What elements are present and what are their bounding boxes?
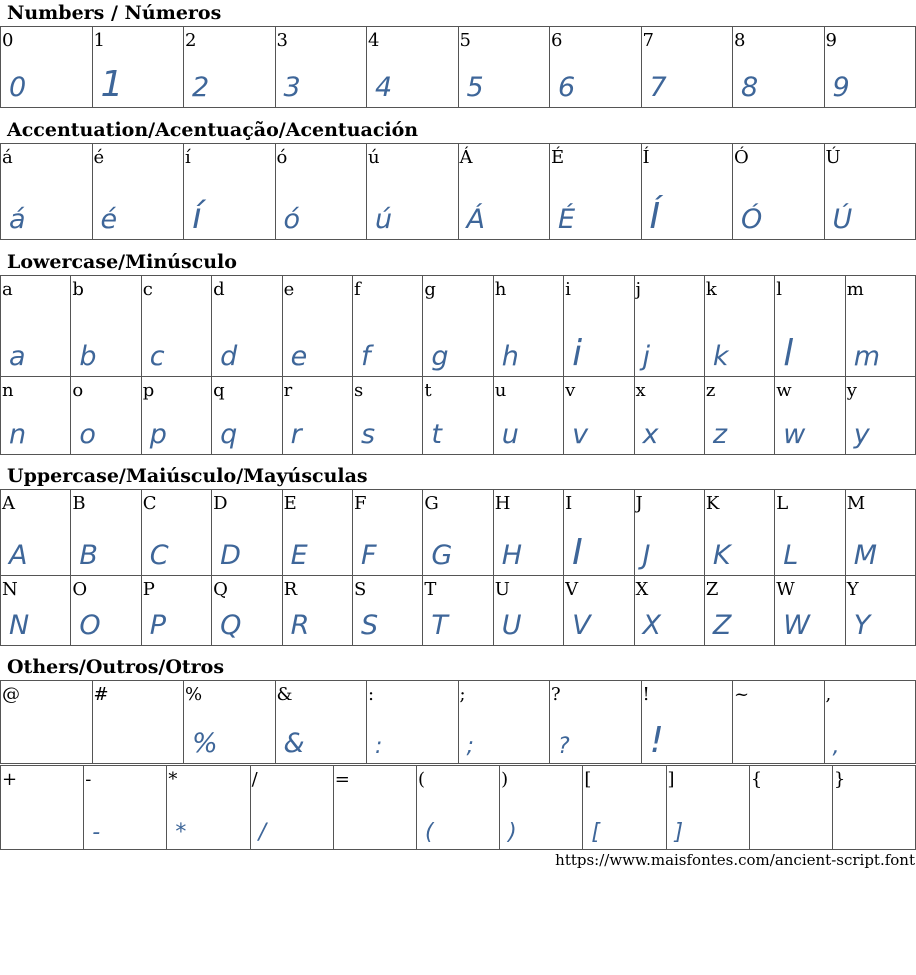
glyph-sample: 9 — [832, 72, 850, 103]
glyph-sample: 2 — [192, 72, 210, 103]
character-label: : — [368, 684, 375, 705]
character-label: * — [168, 769, 178, 790]
glyph-sample: A — [9, 540, 28, 571]
character-label: 6 — [551, 30, 563, 51]
source-url: https://www.maisfontes.com/ancient-script.font — [555, 851, 915, 869]
character-label: 5 — [459, 30, 471, 51]
specimen-cell — [1, 377, 71, 455]
specimen-cell — [141, 576, 211, 646]
others-grid-1 — [0, 680, 916, 764]
character-label: j — [635, 279, 642, 300]
character-label: ! — [642, 684, 650, 705]
character-label: M — [846, 493, 866, 514]
section-title-numbers: Numbers / Números — [7, 2, 222, 24]
character-label: y — [846, 380, 857, 401]
glyph-sample: : — [375, 734, 383, 759]
glyph-sample: ? — [558, 734, 570, 759]
character-label: G — [424, 493, 439, 514]
glyph-sample: b — [79, 341, 97, 372]
specimen-cell — [824, 144, 916, 240]
glyph-sample: Ú — [832, 204, 853, 235]
glyph-sample: S — [360, 610, 379, 641]
glyph-sample: H — [501, 540, 523, 571]
glyph-sample: n — [9, 419, 27, 450]
character-label: h — [494, 279, 507, 300]
glyph-sample: á — [9, 204, 26, 235]
character-label: 2 — [185, 30, 197, 51]
glyph-sample: ó — [283, 204, 301, 235]
character-label: v — [565, 380, 576, 401]
specimen-cell — [282, 576, 352, 646]
glyph-sample: u — [501, 419, 519, 450]
character-label: m — [846, 279, 864, 300]
character-label: r — [283, 380, 293, 401]
specimen-cell — [564, 377, 634, 455]
specimen-cell — [733, 27, 825, 108]
character-label: } — [833, 769, 846, 790]
specimen-cell — [92, 144, 184, 240]
glyph-sample: Í — [649, 196, 661, 237]
specimen-cell — [493, 576, 563, 646]
glyph-sample: ] — [674, 820, 684, 845]
character-label: [ — [584, 769, 592, 790]
specimen-cell — [458, 681, 550, 764]
character-label: x — [635, 380, 646, 401]
character-label: u — [494, 380, 507, 401]
glyph-sample: i — [572, 333, 583, 374]
specimen-cell — [1, 681, 93, 764]
glyph-sample: m — [853, 341, 880, 372]
specimen-cell — [845, 576, 915, 646]
specimen-cell — [775, 377, 845, 455]
specimen-cell — [84, 766, 167, 850]
glyph-sample: D — [220, 540, 241, 571]
character-label: + — [2, 769, 18, 790]
character-label: # — [93, 684, 109, 705]
character-label: D — [213, 493, 228, 514]
character-label: Y — [846, 579, 859, 600]
character-label: Á — [459, 147, 473, 168]
glyph-sample: 0 — [9, 72, 27, 103]
glyph-sample: W — [783, 610, 810, 641]
specimen-cell — [641, 681, 733, 764]
specimen-cell — [749, 766, 832, 850]
character-label: Ú — [825, 147, 841, 168]
glyph-sample: w — [783, 419, 806, 450]
character-label: V — [565, 579, 579, 600]
glyph-sample: M — [853, 540, 877, 571]
glyph-sample: G — [431, 540, 453, 571]
specimen-cell — [775, 490, 845, 576]
character-label: s — [353, 380, 364, 401]
glyph-sample: J — [642, 540, 651, 571]
glyph-sample: x — [642, 419, 659, 450]
glyph-sample: Q — [220, 610, 242, 641]
character-label: Z — [705, 579, 719, 600]
specimen-cell — [704, 490, 774, 576]
glyph-sample: N — [9, 610, 30, 641]
glyph-sample: g — [431, 341, 449, 372]
glyph-sample: s — [360, 419, 376, 450]
specimen-cell — [212, 576, 282, 646]
specimen-cell — [493, 377, 563, 455]
character-label: L — [776, 493, 789, 514]
character-label: ú — [368, 147, 380, 168]
specimen-cell — [184, 27, 276, 108]
specimen-cell — [167, 766, 250, 850]
character-label: S — [353, 579, 367, 600]
character-label: @ — [2, 684, 20, 705]
specimen-cell — [184, 144, 276, 240]
glyph-sample: o — [79, 419, 96, 450]
specimen-cell — [141, 276, 211, 377]
character-label: é — [93, 147, 105, 168]
character-label: e — [283, 279, 295, 300]
specimen-cell — [583, 766, 666, 850]
glyph-sample: ( — [424, 820, 434, 845]
numbers-grid — [0, 26, 916, 108]
specimen-cell — [282, 377, 352, 455]
specimen-cell — [493, 276, 563, 377]
character-label: ó — [276, 147, 288, 168]
character-label: , — [825, 684, 832, 705]
character-label: ~ — [734, 684, 750, 705]
character-label: & — [276, 684, 293, 705]
specimen-cell — [634, 276, 704, 377]
glyph-sample: 5 — [466, 72, 484, 103]
glyph-sample: p — [149, 419, 167, 450]
specimen-cell — [352, 377, 422, 455]
glyph-sample: C — [149, 540, 169, 571]
specimen-cell — [1, 576, 71, 646]
specimen-cell — [71, 490, 141, 576]
character-label: 9 — [825, 30, 837, 51]
glyph-sample: a — [9, 341, 26, 372]
specimen-cell — [666, 766, 749, 850]
specimen-cell — [564, 276, 634, 377]
glyph-sample: * — [175, 820, 187, 845]
character-label: F — [353, 493, 367, 514]
character-label: 7 — [642, 30, 654, 51]
specimen-cell — [845, 377, 915, 455]
specimen-cell — [704, 276, 774, 377]
section-title-lowercase: Lowercase/Minúsculo — [7, 251, 237, 273]
specimen-cell — [275, 27, 367, 108]
glyph-sample: 1 — [100, 64, 124, 105]
character-label: z — [705, 380, 716, 401]
character-label: % — [185, 684, 203, 705]
specimen-cell — [367, 681, 459, 764]
accentuation-grid — [0, 143, 916, 240]
glyph-sample: [ — [591, 820, 600, 845]
specimen-cell — [1, 27, 93, 108]
character-label: ( — [417, 769, 425, 790]
glyph-sample: / — [258, 820, 266, 845]
specimen-cell — [704, 576, 774, 646]
character-label: É — [551, 147, 565, 168]
character-label: f — [353, 279, 361, 300]
glyph-sample: % — [192, 728, 218, 759]
character-label: 8 — [734, 30, 746, 51]
character-label: ; — [459, 684, 466, 705]
character-label: t — [424, 380, 432, 401]
specimen-cell — [493, 490, 563, 576]
character-label: P — [142, 579, 155, 600]
specimen-cell — [367, 144, 459, 240]
glyph-sample: h — [501, 341, 519, 372]
specimen-cell — [500, 766, 583, 850]
glyph-sample: q — [220, 419, 238, 450]
character-label: / — [251, 769, 258, 790]
character-label: c — [142, 279, 153, 300]
glyph-sample: , — [832, 734, 840, 759]
glyph-sample: Y — [853, 610, 871, 641]
character-label: = — [334, 769, 350, 790]
character-label: J — [635, 493, 643, 514]
specimen-cell — [282, 490, 352, 576]
section-title-others: Others/Outros/Otros — [7, 656, 225, 678]
specimen-cell — [141, 490, 211, 576]
glyph-sample: F — [360, 540, 377, 571]
character-label: ] — [667, 769, 675, 790]
section-title-uppercase: Uppercase/Maiúsculo/Mayúsculas — [7, 465, 368, 487]
glyph-sample: I — [572, 532, 583, 573]
specimen-cell — [641, 144, 733, 240]
character-label: o — [72, 380, 84, 401]
others-grid-2 — [0, 765, 916, 850]
specimen-cell — [352, 276, 422, 377]
specimen-cell — [141, 377, 211, 455]
specimen-cell — [282, 276, 352, 377]
character-label: Ó — [734, 147, 749, 168]
character-label: n — [2, 380, 14, 401]
glyph-sample: P — [149, 610, 167, 641]
character-label: p — [142, 380, 155, 401]
specimen-cell — [733, 681, 825, 764]
specimen-cell — [92, 681, 184, 764]
glyph-sample: ú — [375, 204, 393, 235]
character-label: O — [72, 579, 88, 600]
specimen-cell — [550, 144, 642, 240]
glyph-sample: 7 — [649, 72, 667, 103]
specimen-cell — [212, 490, 282, 576]
specimen-cell — [212, 377, 282, 455]
specimen-cell — [641, 27, 733, 108]
specimen-cell — [367, 27, 459, 108]
specimen-cell — [550, 27, 642, 108]
glyph-sample: y — [853, 419, 870, 450]
glyph-sample: E — [290, 540, 308, 571]
section-title-accentuation: Accentuation/Acentuação/Acentuación — [7, 119, 419, 141]
specimen-cell — [634, 377, 704, 455]
glyph-sample: É — [558, 204, 576, 235]
specimen-cell — [212, 276, 282, 377]
glyph-sample: c — [149, 341, 165, 372]
character-label: R — [283, 579, 298, 600]
specimen-cell — [845, 490, 915, 576]
specimen-cell — [71, 276, 141, 377]
glyph-sample: é — [100, 204, 118, 235]
character-label: T — [424, 579, 437, 600]
character-label: K — [705, 493, 720, 514]
character-label: X — [635, 579, 649, 600]
character-label: b — [72, 279, 84, 300]
glyph-sample: - — [92, 820, 101, 845]
specimen-cell — [845, 276, 915, 377]
character-label: 1 — [93, 30, 105, 51]
specimen-cell — [92, 27, 184, 108]
specimen-cell — [71, 377, 141, 455]
specimen-cell — [423, 377, 493, 455]
glyph-sample: f — [360, 341, 371, 372]
glyph-sample: r — [290, 419, 302, 450]
glyph-sample: k — [712, 341, 729, 372]
glyph-sample: O — [79, 610, 101, 641]
character-label: a — [2, 279, 13, 300]
character-label: d — [213, 279, 225, 300]
specimen-cell — [832, 766, 915, 850]
character-label: C — [142, 493, 157, 514]
character-label: í — [185, 147, 191, 168]
glyph-sample: R — [290, 610, 310, 641]
glyph-sample: U — [501, 610, 522, 641]
specimen-cell — [416, 766, 499, 850]
glyph-sample: V — [572, 610, 591, 641]
character-label: q — [213, 380, 225, 401]
character-label: - — [85, 769, 92, 790]
character-label: k — [705, 279, 717, 300]
character-label: H — [494, 493, 511, 514]
specimen-cell — [1, 490, 71, 576]
specimen-cell — [1, 276, 71, 377]
glyph-sample: 6 — [558, 72, 576, 103]
glyph-sample: & — [283, 728, 305, 759]
character-label: 0 — [2, 30, 14, 51]
glyph-sample: Ó — [741, 204, 763, 235]
character-label: Q — [213, 579, 228, 600]
specimen-cell — [733, 144, 825, 240]
character-label: ? — [551, 684, 561, 705]
specimen-cell — [824, 27, 916, 108]
glyph-sample: X — [642, 610, 662, 641]
glyph-sample: 4 — [375, 72, 393, 103]
lowercase-grid — [0, 275, 916, 455]
glyph-sample: Á — [466, 204, 485, 235]
specimen-cell — [71, 576, 141, 646]
character-label: I — [565, 493, 573, 514]
character-label: á — [2, 147, 13, 168]
glyph-sample: d — [220, 341, 238, 372]
glyph-sample: j — [642, 341, 651, 372]
glyph-sample: z — [712, 419, 728, 450]
specimen-cell — [275, 144, 367, 240]
specimen-cell — [1, 766, 84, 850]
specimen-cell — [423, 490, 493, 576]
specimen-cell — [275, 681, 367, 764]
glyph-sample: e — [290, 341, 308, 372]
glyph-sample: l — [783, 333, 794, 374]
specimen-cell — [458, 144, 550, 240]
specimen-cell — [564, 490, 634, 576]
specimen-cell — [550, 681, 642, 764]
character-label: i — [565, 279, 571, 300]
glyph-sample: K — [712, 540, 731, 571]
character-label: U — [494, 579, 510, 600]
glyph-sample: ) — [508, 820, 517, 845]
character-label: W — [776, 579, 795, 600]
character-label: B — [72, 493, 86, 514]
glyph-sample: v — [572, 419, 589, 450]
glyph-sample: 3 — [283, 72, 301, 103]
glyph-sample: B — [79, 540, 98, 571]
specimen-cell — [333, 766, 416, 850]
uppercase-grid — [0, 489, 916, 646]
glyph-sample: Z — [712, 610, 732, 641]
glyph-sample: 8 — [741, 72, 759, 103]
specimen-cell — [423, 276, 493, 377]
specimen-cell — [634, 490, 704, 576]
specimen-cell — [634, 576, 704, 646]
glyph-sample: í — [192, 196, 203, 237]
glyph-sample: T — [431, 610, 448, 641]
specimen-cell — [250, 766, 333, 850]
specimen-cell — [352, 490, 422, 576]
specimen-cell — [775, 276, 845, 377]
character-label: A — [2, 493, 15, 514]
character-label: E — [283, 493, 297, 514]
specimen-cell — [775, 576, 845, 646]
glyph-sample: ! — [649, 720, 664, 761]
specimen-cell — [352, 576, 422, 646]
character-label: l — [776, 279, 783, 300]
character-label: ) — [501, 769, 509, 790]
specimen-cell — [423, 576, 493, 646]
specimen-cell — [458, 27, 550, 108]
character-label: N — [2, 579, 18, 600]
specimen-cell — [184, 681, 276, 764]
specimen-cell — [1, 144, 93, 240]
specimen-cell — [704, 377, 774, 455]
character-label: { — [750, 769, 763, 790]
character-label: Í — [642, 147, 650, 168]
character-label: w — [776, 380, 792, 401]
glyph-sample: L — [783, 540, 799, 571]
character-label: g — [424, 279, 436, 300]
specimen-cell — [824, 681, 916, 764]
glyph-sample: t — [431, 419, 442, 450]
character-label: 3 — [276, 30, 288, 51]
glyph-sample: ; — [466, 734, 474, 759]
character-label: 4 — [368, 30, 380, 51]
specimen-cell — [564, 576, 634, 646]
